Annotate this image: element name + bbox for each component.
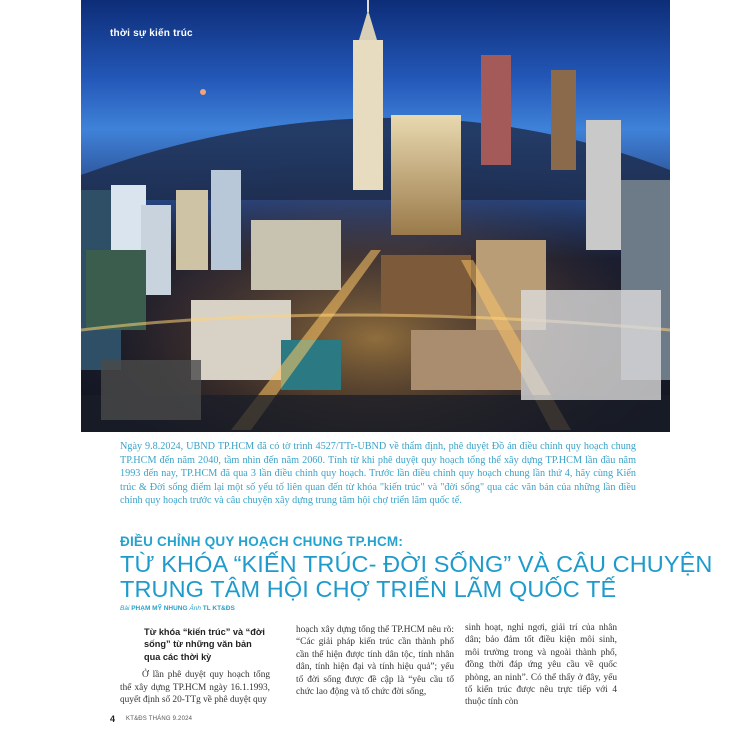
skyline-illustration — [81, 0, 670, 432]
page-number: 4 — [110, 714, 116, 724]
body-column-3 — [465, 622, 617, 709]
body-paragraph: hoạch xây dựng tổng thể TP.HCM nêu rõ: “Các giải pháp kiến trúc cần thành phố cần thể hiện được tính dân tộc, tính nhân dân, tính hiện đại và tính hiệu quả”; yếu tố đời sống được đề cập là “yêu cầu tổ chức lao động và tổ chức đời sống, — [296, 625, 454, 698]
byline-text-label: Bài — [120, 605, 130, 612]
byline-photo-label: Ảnh — [189, 605, 201, 612]
byline — [120, 605, 235, 612]
article-kicker: ĐIỀU CHỈNH QUY HOẠCH CHUNG TP.HCM: — [120, 534, 404, 549]
section-tag: thời sự kiến trúc — [110, 28, 193, 39]
headline-line-1: TỪ KHÓA “KIẾN TRÚC- ĐỜI SỐNG” VÀ CÂU CHUYỆN — [120, 551, 713, 577]
city-night-photo — [81, 0, 670, 432]
body-paragraph: Ở lần phê duyệt quy hoạch tổng thể xây dựng TP.HCM ngày 16.1.1993, quyết định số 20-TTg về phê duyệt quy — [120, 670, 270, 706]
pull-quote: Từ khóa “kiến trúc” và “đời sống” từ những văn bản qua các thời kỳ — [144, 627, 265, 662]
body-paragraph: sinh hoạt, nghỉ ngơi, giải trí của nhân dân; bảo đảm tốt điều kiện môi sinh, môi trường trong và ngoài thành phố, đồng thời đáp ứng yêu cầu về quốc phòng, an ninh”. Có thể thấy ở đây, yếu tố kiến trúc được nêu trực tiếp với 4 thuộc tính còn — [465, 623, 617, 708]
byline-author: PHẠM MỸ NHUNG — [131, 605, 188, 612]
body-column-2 — [296, 624, 454, 698]
headline-line-2: TRUNG TÂM HỘI CHỢ TRIỂN LÃM QUỐC TẾ — [120, 576, 617, 602]
intro-paragraph: Ngày 9.8.2024, UBND TP.HCM đã có tờ trình 4527/TTr-UBND về thẩm định, phê duyệt Đồ án điều chỉnh quy hoạch chung TP.HCM đến năm 2040, tầm nhìn đến năm 2060. Tính từ khi phê duyệt quy hoạch tổng thể xây dựng TP.HCM lần đầu năm 1993 đến nay, TP.HCM đã qua 3 lần điều chỉnh quy hoạch. Trước lần điều chỉnh quy hoạch chung lần thứ 4, hãy cùng Kiến trúc & Đời sống điểm lại một số yếu tố liên quan đến từ khóa "kiến trúc" và "đời sống" qua các văn bản của những lần điều chỉnh quy hoạch trước và câu chuyện xây dựng trung tâm hội chợ triển lãm quốc tế. — [120, 441, 636, 507]
footer-issue: KT&ĐS THÁNG 9.2024 — [126, 716, 193, 722]
byline-photo-credit: TL KT&ĐS — [202, 605, 235, 612]
body-column-1 — [120, 626, 270, 706]
